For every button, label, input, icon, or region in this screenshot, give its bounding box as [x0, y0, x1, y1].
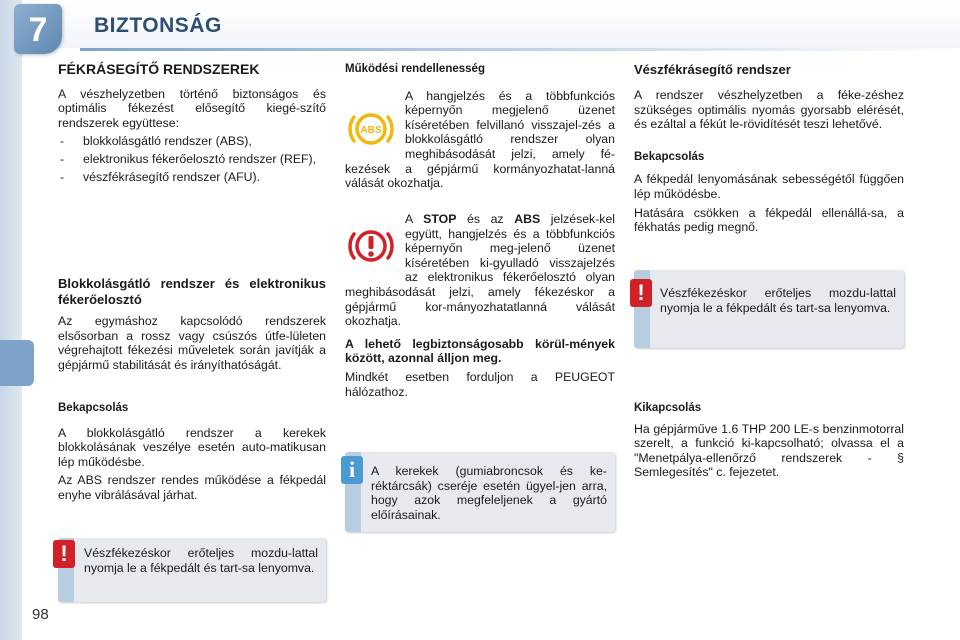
warning-icon: ! — [53, 540, 75, 568]
deactivation-text: Ha gépjárműve 1.6 THP 200 LE-s benzinmotorral szerelt, a funkció ki-kapcsolható; olvassa el a "Menetpálya-ellenőrző rendszerek - § Semlegesítés" c. fejezetet. — [634, 421, 904, 480]
column-left — [58, 62, 326, 187]
stop-abs-label: ABS — [514, 212, 541, 226]
info-note-middle — [345, 452, 615, 532]
list-item: - elektronikus fékerőelosztó rendszer (REF), — [58, 152, 326, 167]
column-left-activation — [58, 401, 326, 507]
stop-warning-light-icon — [345, 220, 397, 272]
activation-text-1: A fékpedál lenyomásának sebességétől függően lép működésbe. — [634, 172, 904, 201]
info-note-text: A kerekek (gumiabroncsok és ke-réktárcsák) cseréje esetén ügyel-jen arra, hogy azok megfeleljenek a gyártó előírásainak. — [371, 464, 607, 522]
abs-warning-block — [345, 89, 615, 191]
chapter-number: 7 — [14, 4, 62, 54]
contact-network-text: Mindkét esetben forduljon a PEUGEOT hálózathoz. — [345, 369, 615, 399]
subheading-activation: Bekapcsolás — [58, 402, 129, 414]
chapter-side-tab — [0, 340, 34, 386]
activation-text-1: A blokkolásgátló rendszer a kerekek blokkolásának veszélye esetén auto-matikusan lép működésbe. — [58, 425, 326, 469]
system-list — [58, 134, 326, 184]
subheading-activation: Bekapcsolás — [634, 150, 705, 163]
intro-text: A vészhelyzetben történő biztonságos és optimális fékezést elősegítő kiegé-szítő rendszerek együttese: — [58, 86, 326, 130]
info-icon: i — [341, 456, 363, 484]
section-heading-abs: Blokkolásgátló rendszer és elektronikus fékerőelosztó — [58, 276, 326, 307]
stop-text-and: és az — [467, 212, 504, 226]
subheading-deactivation: Kikapcsolás — [634, 402, 702, 414]
warning-note-left — [58, 538, 326, 602]
abs-warning-text: A hangjelzés és a többfunkciós képernyőn megjelenő üzenet kíséretében felvillanó visszajel-zés a blokkolásgátló rendszer olyan meghibásodását jelzi, amely fé-kezések a gépjármű kormányozhatat-lanná válását okozhatja. — [345, 88, 615, 191]
abs-icon-label: ABS — [360, 124, 382, 136]
column-right-deactivation — [634, 401, 904, 484]
abs-text: Az egymáshoz kapcsolódó rendszerek elsősorban a rossz vagy csúszós útfe-lületen végrehajtott fékezési műveletek során javítják a gépjármű stabilitását és irányíthatóságát. — [58, 314, 326, 372]
activation-text-2: Az ABS rendszer rendes működése a fékpedál enyhe vibrálásával járhat. — [58, 473, 326, 502]
section-heading-brake-assist: FÉKRÁSEGÍTŐ RENDSZEREK — [58, 61, 260, 77]
section-heading-emergency-brake-assist: Vészfékrásegítő rendszer — [634, 62, 791, 77]
column-middle-stop — [345, 212, 615, 403]
column-middle — [345, 62, 615, 195]
column-left-abs — [58, 276, 326, 376]
abs-warning-light-icon — [345, 103, 397, 155]
stop-immediately-text: A lehető legbiztonságosabb körül-mények között, azonnal álljon meg. — [345, 336, 615, 366]
warning-note-text: Vészfékezéskor erőteljes mozdu-lattal nyomja le a fékpedált és tart-sa lenyomva. — [660, 286, 896, 315]
warning-icon: ! — [630, 279, 652, 307]
activation-text-2: Hatására csökken a fékpedál ellenállá-sa, a fékhatás pedig megnő. — [634, 205, 904, 235]
subheading-malfunction: Működési rendellenesség — [345, 63, 485, 75]
header-divider — [80, 48, 960, 51]
page-title: BIZTONSÁG — [94, 14, 222, 37]
stop-text-before: A — [405, 212, 413, 226]
page-number: 98 — [32, 606, 49, 623]
list-item: - blokkolásgátló rendszer (ABS), — [58, 134, 326, 149]
column-right — [634, 62, 904, 239]
warning-note-text: Vészfékezéskor erőteljes mozdu-lattal nyomja le a fékpedált és tart-sa lenyomva. — [84, 546, 318, 575]
left-margin-stripe — [0, 0, 22, 640]
list-item: - vészfékrásegítő rendszer (AFU). — [58, 170, 326, 185]
emergency-intro-text: A rendszer vészhelyzetben a féke-zéshez szükséges optimális nyomás gyorsabb elérését, és ezáltal a fékút le-rövidítését teszi lehetővé. — [634, 88, 904, 132]
stop-text-after: jelzések-kel együtt, hangjelzés és a többfunkciós képernyőn meg-jelenő üzenet kíséretében ki-gyulladó visszajelzés az elektronikus fékerőelosztó olyan meghibásodását jelzi, amely fékezéskor a gépjármű kor-mányozhatatlanná válását okozhatja. — [345, 212, 616, 329]
warning-note-right — [634, 270, 904, 348]
stop-label: STOP — [423, 212, 457, 226]
